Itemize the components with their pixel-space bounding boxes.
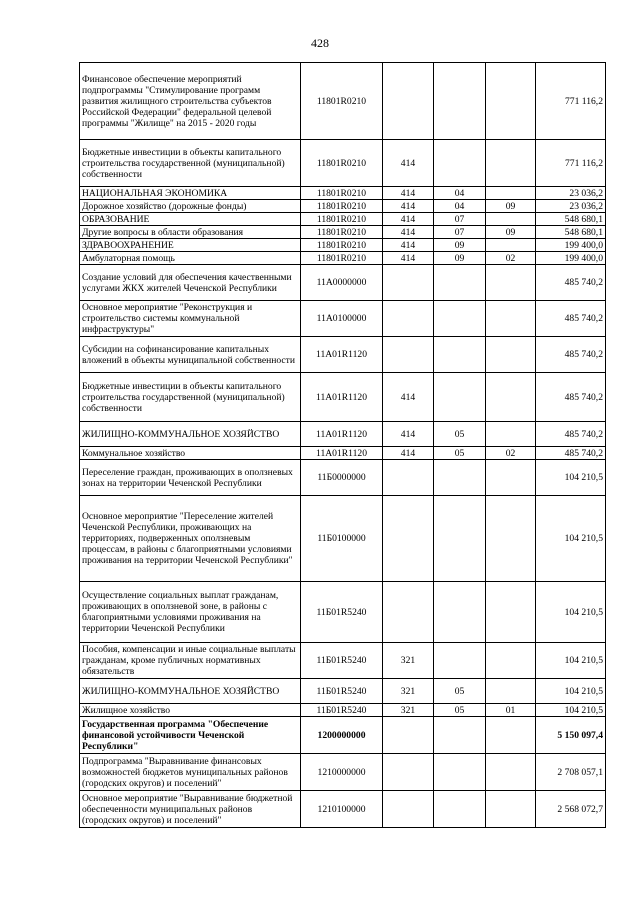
table-row [80, 265, 606, 301]
row-code: 11801R0210 [301, 200, 383, 213]
row-section [434, 717, 486, 754]
row-expense-type: 414 [383, 373, 434, 422]
row-name: Подпрограмма "Выравнивание финансовых возможностей бюджетов муниципальных районов (городских округов) и поселений" [80, 754, 301, 791]
row-section: 05 [434, 422, 486, 447]
table-row [80, 704, 606, 717]
row-expense-type: 321 [383, 643, 434, 679]
row-code: 11Б0000000 [301, 460, 383, 496]
row-code: 11801R0210 [301, 226, 383, 239]
row-sum: 104 210,5 [536, 679, 606, 704]
row-expense-type [383, 754, 434, 791]
row-subsection: 09 [486, 226, 536, 239]
row-code: 1200000000 [301, 717, 383, 754]
row-name: Коммунальное хозяйство [80, 447, 301, 460]
table-row [80, 301, 606, 337]
row-section [434, 643, 486, 679]
row-sum: 485 740,2 [536, 422, 606, 447]
row-subsection [486, 239, 536, 252]
row-expense-type: 414 [383, 447, 434, 460]
table-row [80, 717, 606, 754]
row-section: 09 [434, 239, 486, 252]
row-sum: 104 210,5 [536, 704, 606, 717]
row-subsection: 09 [486, 200, 536, 213]
row-sum: 548 680,1 [536, 213, 606, 226]
row-section [434, 373, 486, 422]
row-sum: 2 708 057,1 [536, 754, 606, 791]
row-name: Субсидии на софинансирование капитальных вложений в объекты муниципальной собственности [80, 337, 301, 373]
row-subsection [486, 754, 536, 791]
row-sum: 23 036,2 [536, 200, 606, 213]
row-section [434, 496, 486, 582]
row-subsection [486, 373, 536, 422]
row-code: 11801R0210 [301, 213, 383, 226]
row-code: 11Б01R5240 [301, 704, 383, 717]
table-row [80, 754, 606, 791]
table-row [80, 63, 606, 140]
row-expense-type [383, 63, 434, 140]
table-row [80, 447, 606, 460]
row-sum: 771 116,2 [536, 63, 606, 140]
row-section: 09 [434, 252, 486, 265]
row-expense-type: 321 [383, 679, 434, 704]
row-name: Дорожное хозяйство (дорожные фонды) [80, 200, 301, 213]
row-subsection [486, 140, 536, 187]
row-subsection [486, 791, 536, 828]
row-code: 11Б01R5240 [301, 643, 383, 679]
row-subsection [486, 187, 536, 200]
row-name: ЖИЛИЩНО-КОММУНАЛЬНОЕ ХОЗЯЙСТВО [80, 422, 301, 447]
row-section: 04 [434, 200, 486, 213]
row-code: 11А01R1120 [301, 447, 383, 460]
row-name: Основное мероприятие "Реконструкция и строительство системы коммунальной инфраструктуры" [80, 301, 301, 337]
row-section: 05 [434, 679, 486, 704]
row-code: 11Б01R5240 [301, 679, 383, 704]
table-row [80, 140, 606, 187]
row-subsection: 01 [486, 704, 536, 717]
row-section: 05 [434, 704, 486, 717]
row-subsection: 02 [486, 252, 536, 265]
row-expense-type [383, 717, 434, 754]
row-sum: 485 740,2 [536, 373, 606, 422]
row-subsection [486, 422, 536, 447]
row-subsection [486, 301, 536, 337]
row-name: Создание условий для обеспечения качественными услугами ЖКХ жителей Чеченской Республики [80, 265, 301, 301]
table-row [80, 460, 606, 496]
row-expense-type: 414 [383, 200, 434, 213]
row-subsection: 02 [486, 447, 536, 460]
row-sum: 104 210,5 [536, 582, 606, 643]
table-row [80, 252, 606, 265]
table-row [80, 496, 606, 582]
row-sum: 104 210,5 [536, 496, 606, 582]
row-code: 11801R0210 [301, 140, 383, 187]
table-row [80, 422, 606, 447]
row-subsection [486, 496, 536, 582]
row-expense-type: 414 [383, 226, 434, 239]
row-code: 11801R0210 [301, 252, 383, 265]
row-name: Переселение граждан, проживающих в оползневых зонах на территории Чеченской Республики [80, 460, 301, 496]
row-subsection [486, 582, 536, 643]
row-name: ЖИЛИЩНО-КОММУНАЛЬНОЕ ХОЗЯЙСТВО [80, 679, 301, 704]
row-sum: 2 568 072,7 [536, 791, 606, 828]
row-section [434, 265, 486, 301]
row-code: 11801R0210 [301, 63, 383, 140]
row-code: 11А0000000 [301, 265, 383, 301]
row-code: 11А01R1120 [301, 373, 383, 422]
row-code: 11Б01R5240 [301, 582, 383, 643]
row-section: 07 [434, 226, 486, 239]
row-subsection [486, 213, 536, 226]
row-expense-type: 414 [383, 140, 434, 187]
row-name: ЗДРАВООХРАНЕНИЕ [80, 239, 301, 252]
table-row [80, 200, 606, 213]
row-expense-type: 414 [383, 187, 434, 200]
row-code: 11801R0210 [301, 239, 383, 252]
row-code: 11А0100000 [301, 301, 383, 337]
row-sum: 199 400,0 [536, 252, 606, 265]
row-expense-type: 414 [383, 422, 434, 447]
row-subsection [486, 63, 536, 140]
row-expense-type [383, 496, 434, 582]
row-name: Жилищное хозяйство [80, 704, 301, 717]
row-code: 1210100000 [301, 791, 383, 828]
row-code: 1210000000 [301, 754, 383, 791]
row-name: Другие вопросы в области образования [80, 226, 301, 239]
row-expense-type [383, 265, 434, 301]
row-name: Основное мероприятие "Выравнивание бюджетной обеспеченности муниципальных районов (городских округов) и поселений" [80, 791, 301, 828]
row-subsection [486, 337, 536, 373]
row-sum: 771 116,2 [536, 140, 606, 187]
row-sum: 23 036,2 [536, 187, 606, 200]
table-row [80, 226, 606, 239]
row-section [434, 791, 486, 828]
row-section [434, 140, 486, 187]
row-section [434, 460, 486, 496]
row-name: Бюджетные инвестиции в объекты капитального строительства государственной (муниципальной) собственности [80, 140, 301, 187]
table-row [80, 213, 606, 226]
row-code: 11А01R1120 [301, 337, 383, 373]
row-expense-type [383, 582, 434, 643]
page-number: 428 [311, 36, 329, 50]
row-expense-type: 414 [383, 252, 434, 265]
row-section [434, 301, 486, 337]
row-sum: 5 150 097,4 [536, 717, 606, 754]
table-row [80, 679, 606, 704]
row-code: 11А01R1120 [301, 422, 383, 447]
row-section [434, 754, 486, 791]
row-name: Пособия, компенсации и иные социальные выплаты гражданам, кроме публичных нормативных обязательств [80, 643, 301, 679]
row-expense-type [383, 460, 434, 496]
row-section: 05 [434, 447, 486, 460]
row-code: 11Б0100000 [301, 496, 383, 582]
table-row [80, 337, 606, 373]
table-row [80, 187, 606, 200]
row-name: Бюджетные инвестиции в объекты капитального строительства государственной (муниципальной) собственности [80, 373, 301, 422]
row-name: Финансовое обеспечение мероприятий подпрограммы "Стимулирование программ развития жилищного строительства субъектов Российской Федерации" федеральной целевой программы "Жилище" на 2015 - 2020 годы [80, 63, 301, 140]
table-row [80, 373, 606, 422]
row-expense-type [383, 791, 434, 828]
row-name: НАЦИОНАЛЬНАЯ ЭКОНОМИКА [80, 187, 301, 200]
row-section: 07 [434, 213, 486, 226]
row-expense-type: 321 [383, 704, 434, 717]
row-sum: 485 740,2 [536, 265, 606, 301]
row-sum: 199 400,0 [536, 239, 606, 252]
row-subsection [486, 643, 536, 679]
table-row [80, 239, 606, 252]
row-name: ОБРАЗОВАНИЕ [80, 213, 301, 226]
row-name: Осуществление социальных выплат гражданам, проживающих в оползневой зоне, в районы с благоприятными условиями проживания на территории Чеченской Республики [80, 582, 301, 643]
row-sum: 485 740,2 [536, 301, 606, 337]
row-name: Амбулаторная помощь [80, 252, 301, 265]
row-sum: 104 210,5 [536, 643, 606, 679]
row-expense-type [383, 337, 434, 373]
row-section: 04 [434, 187, 486, 200]
row-sum: 485 740,2 [536, 447, 606, 460]
row-subsection [486, 679, 536, 704]
row-expense-type: 414 [383, 239, 434, 252]
row-name: Государственная программа "Обеспечение финансовой устойчивости Чеченской Республики" [80, 717, 301, 754]
row-section [434, 582, 486, 643]
table-row [80, 643, 606, 679]
row-subsection [486, 265, 536, 301]
table-row [80, 582, 606, 643]
row-sum: 485 740,2 [536, 337, 606, 373]
row-code: 11801R0210 [301, 187, 383, 200]
row-name: Основное мероприятие "Переселение жителей Чеченской Республики, проживающих на территориях, подверженных оползневым процессам, в районы с благоприятными условиями проживания на территории Чеченской Республики" [80, 496, 301, 582]
budget-table [79, 62, 606, 828]
row-expense-type: 414 [383, 213, 434, 226]
row-sum: 104 210,5 [536, 460, 606, 496]
row-section [434, 337, 486, 373]
row-section [434, 63, 486, 140]
row-subsection [486, 717, 536, 754]
row-expense-type [383, 301, 434, 337]
row-subsection [486, 460, 536, 496]
row-sum: 548 680,1 [536, 226, 606, 239]
table-row [80, 791, 606, 828]
